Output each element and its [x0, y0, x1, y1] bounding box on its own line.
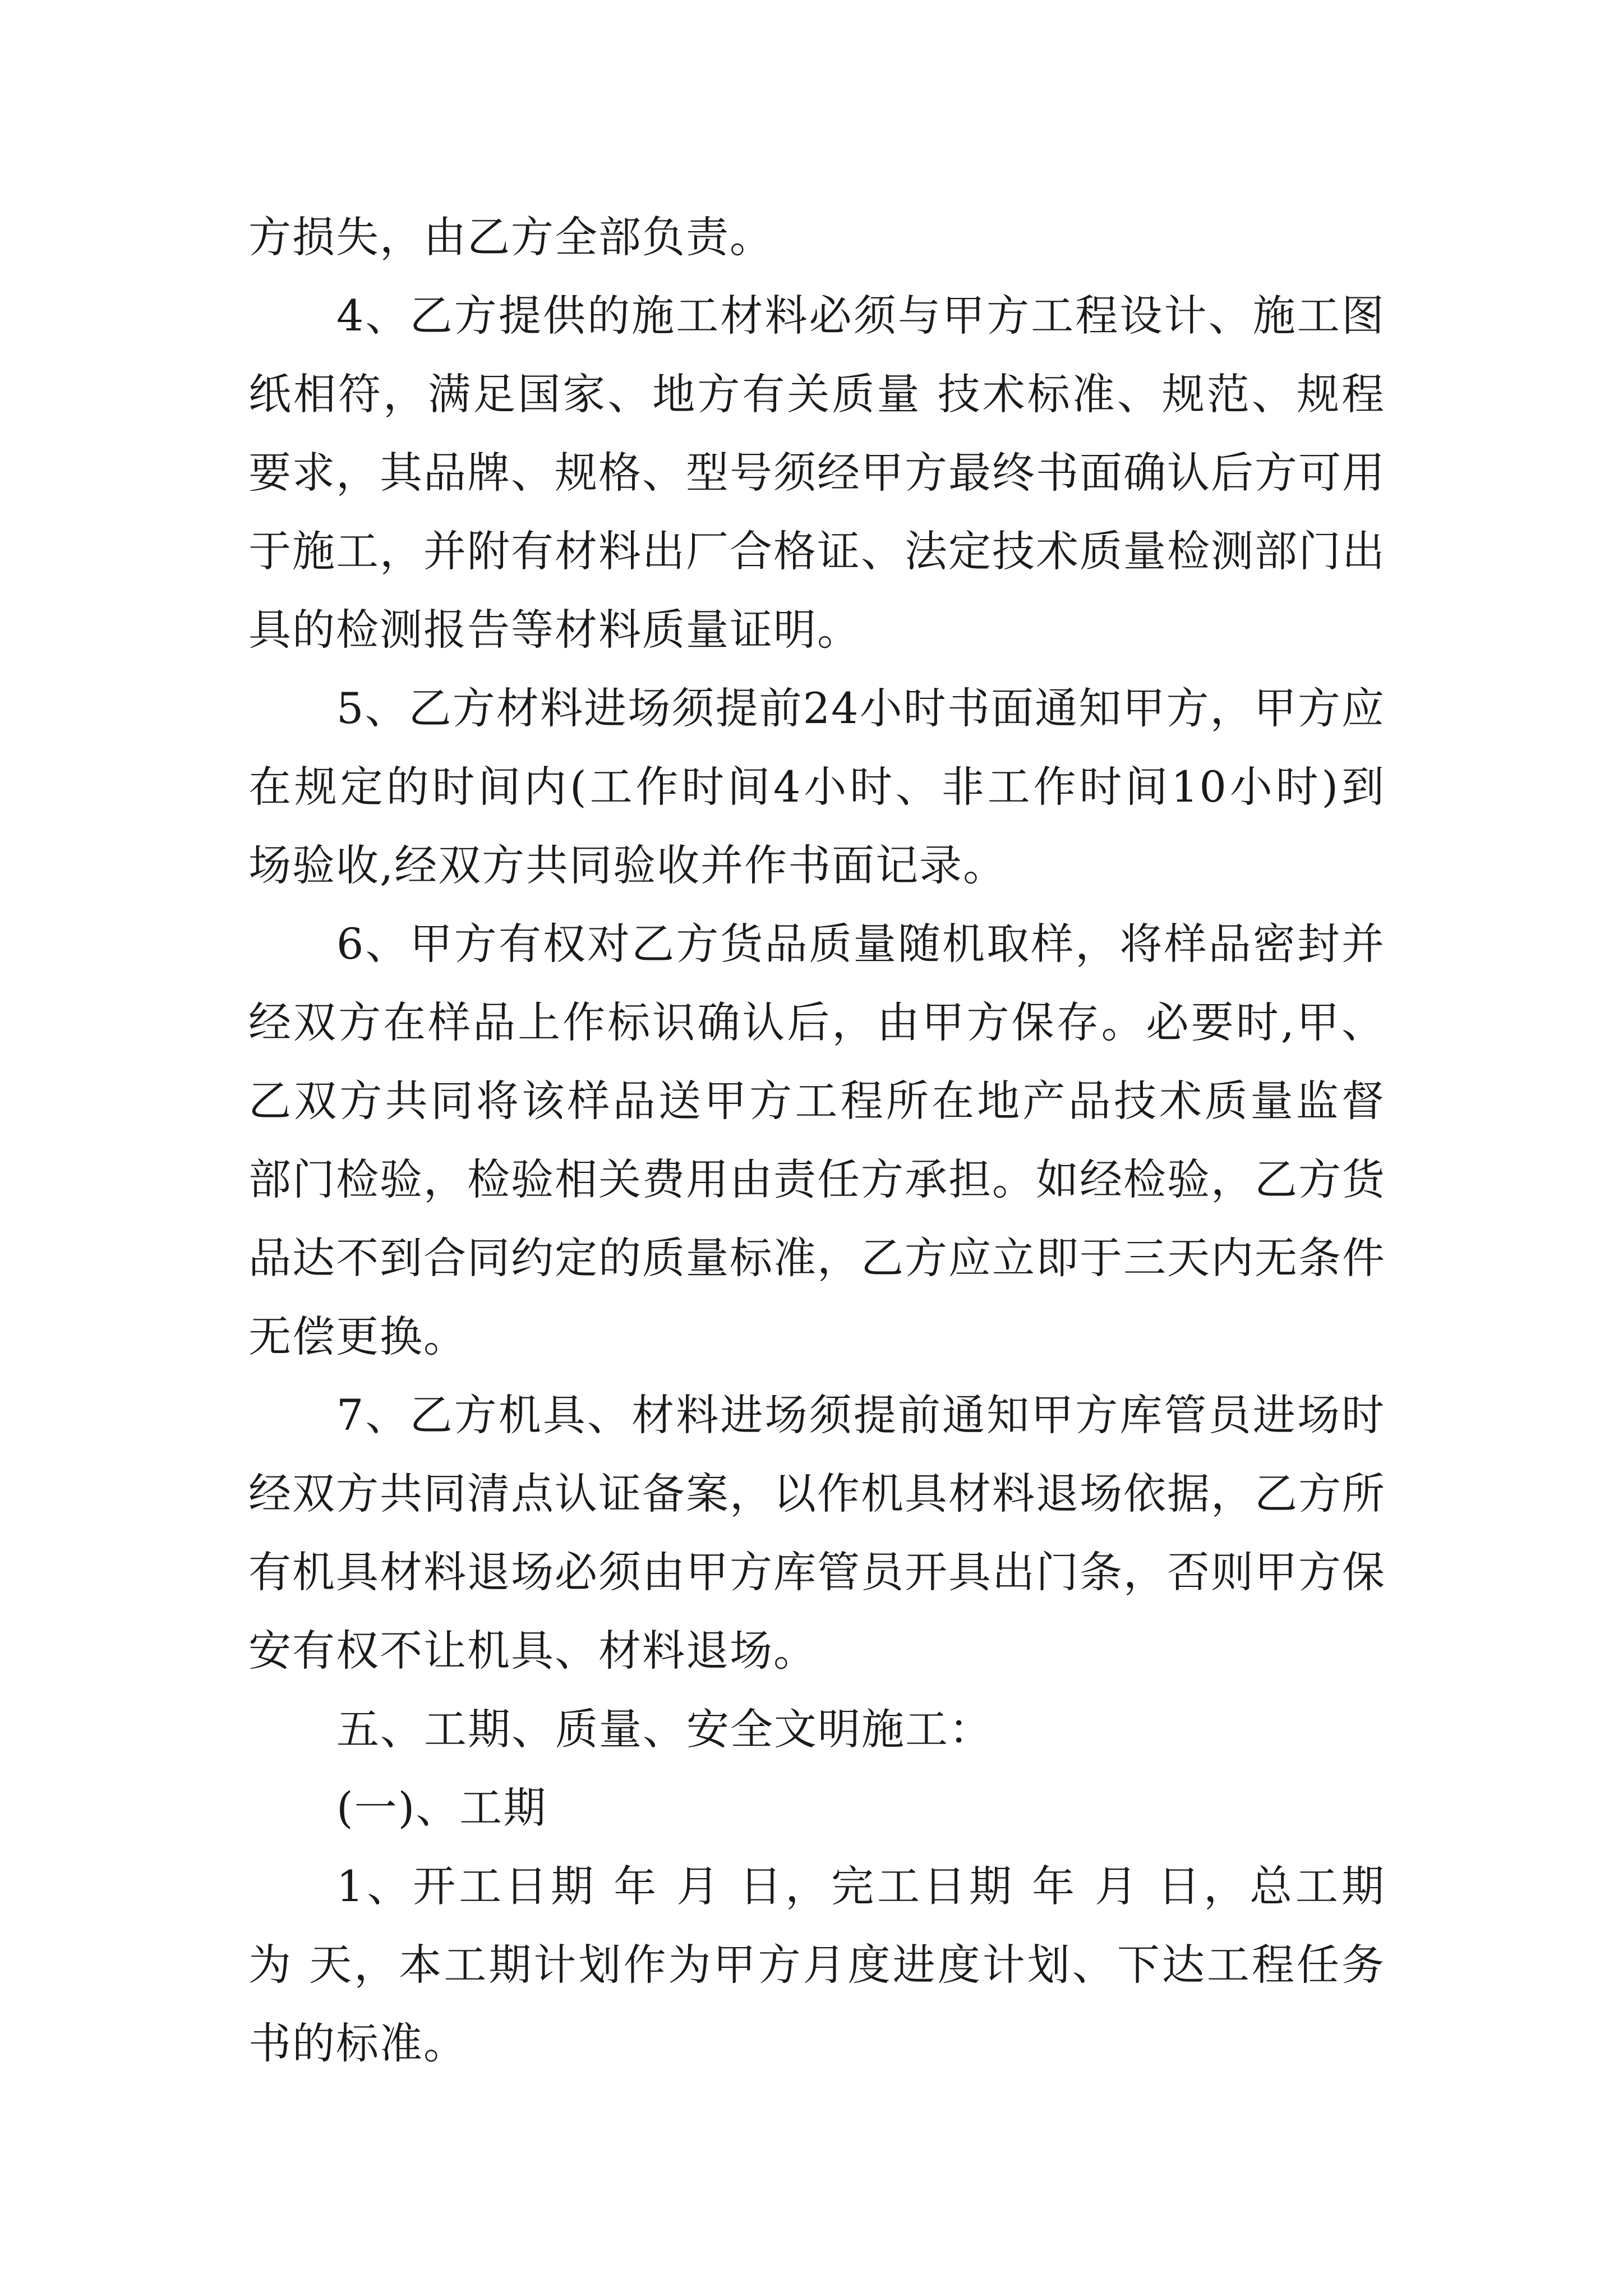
- subsection-heading: (一)、工期: [336, 1783, 547, 1833]
- text-line: 乙双方共同将该样品送甲方工程所在地产品技术质量监督: [248, 1076, 1385, 1126]
- text-line: 安有权不让机具、材料退场。: [248, 1626, 817, 1676]
- text-line: 为 天，本工期计划作为甲方月度进度计划、下达工程任务: [248, 1940, 1385, 1990]
- text-line: 有机具材料退场必须由甲方库管员开具出门条，否则甲方保: [248, 1547, 1386, 1597]
- text-line: 纸相符，满足国家、地方有关质量 技术标准、规范、规程: [248, 369, 1385, 419]
- text-line: 5、乙方材料进场须提前24小时书面通知甲方，甲方应: [336, 683, 1385, 733]
- text-line: 方损失，由乙方全部负责。: [248, 212, 773, 262]
- text-line: 无偿更换。: [248, 1312, 467, 1361]
- text-line: 4、乙方提供的施工材料必须与甲方工程设计、施工图: [336, 291, 1385, 341]
- text-line: 7、乙方机具、材料进场须提前通知甲方库管员进场时: [336, 1390, 1385, 1440]
- text-line: 6、甲方有权对乙方货品质量随机取样，将样品密封并: [336, 919, 1385, 969]
- text-line: 场验收,经双方共同验收并作书面记录。: [248, 840, 1007, 890]
- text-line: 部门检验，检验相关费用由责任方承担。如经检验，乙方货: [248, 1154, 1386, 1204]
- text-line: 经双方在样品上作标识确认后，由甲方保存。必要时,甲、: [248, 997, 1385, 1047]
- text-line: 经双方共同清点认证备案，以作机具材料退场依据，乙方所: [248, 1469, 1386, 1519]
- text-line: 于施工，并附有材料出厂合格证、法定技术质量检测部门出: [248, 526, 1386, 576]
- section-heading: 五、工期、质量、安全文明施工：: [336, 1704, 993, 1754]
- text-line: 要求，其品牌、规格、型号须经甲方最终书面确认后方可用: [248, 448, 1386, 498]
- text-line: 在规定的时间内(工作时间4小时、非工作时间10小时)到: [248, 762, 1385, 812]
- text-line: 品达不到合同约定的质量标准，乙方应立即于三天内无条件: [248, 1233, 1386, 1283]
- text-line: 书的标准。: [248, 2018, 467, 2068]
- text-line: 1、开工日期 年 月 日，完工日期 年 月 日，总工期: [336, 1861, 1385, 1911]
- text-line: 具的检测报告等材料质量证明。: [248, 605, 861, 655]
